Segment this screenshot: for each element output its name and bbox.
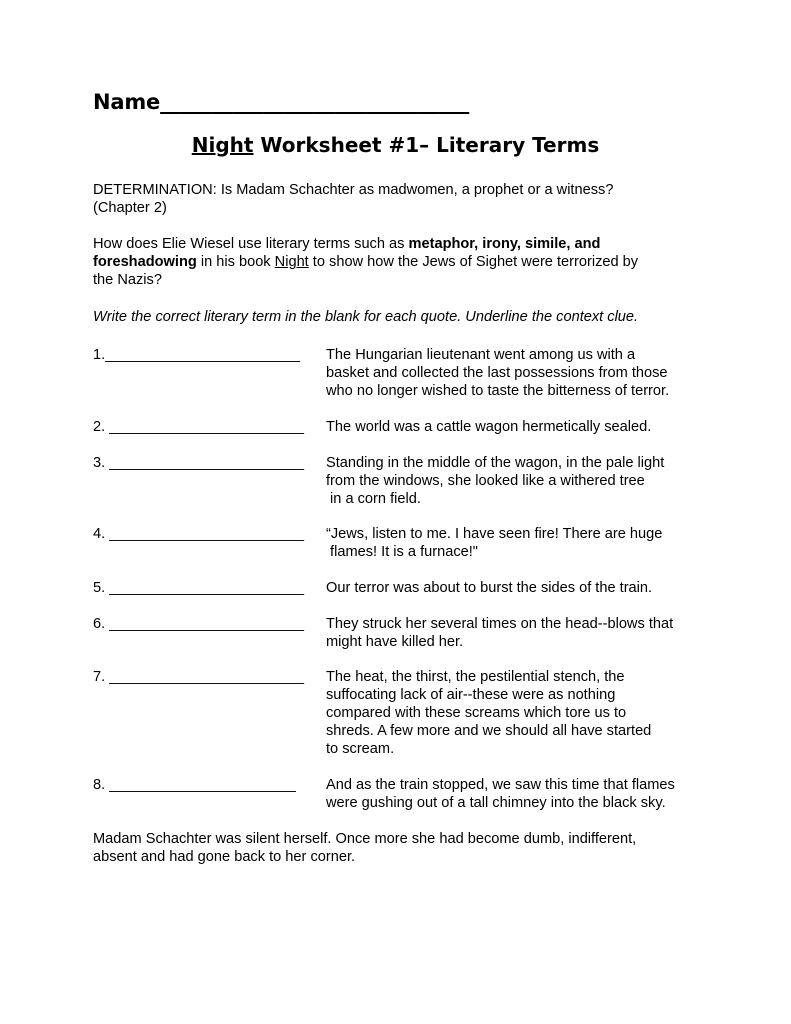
quote-line: And as the train stopped, we saw this time that flames: [326, 777, 675, 793]
quote-line: in a corn field.: [326, 491, 421, 507]
answer-blank[interactable]: 8. _______________________: [93, 777, 296, 793]
closing-paragraph: [93, 830, 713, 866]
quote-text: [326, 615, 706, 651]
title-rest: Worksheet #1– Literary Terms: [253, 133, 600, 157]
quote-line: suffocating lack of air--these were as nothing: [326, 687, 616, 703]
quote-line: flames! It is a furnace!": [326, 544, 478, 560]
quote-line: The heat, the thirst, the pestilential stench, the: [326, 669, 625, 685]
quote-text: [326, 346, 706, 400]
question-line-2: [93, 253, 713, 271]
answer-blank[interactable]: 6. ________________________: [93, 616, 305, 632]
question-terms: metaphor, irony, simile, and: [408, 236, 601, 252]
quote-line: The world was a cattle wagon hermetically sealed.: [326, 419, 652, 435]
name-blank[interactable]: ______________________________: [160, 90, 470, 114]
quote-text: [326, 454, 706, 508]
question-term-foreshadowing: foreshadowing: [93, 254, 197, 270]
quote-text: [326, 776, 706, 812]
answer-blank[interactable]: 1.________________________: [93, 347, 300, 363]
name-label: Name: [93, 90, 161, 114]
page-title: [0, 131, 791, 159]
determination-paragraph: [93, 181, 713, 217]
quote-text: [326, 418, 706, 436]
answer-blank[interactable]: 2. ________________________: [93, 419, 305, 435]
quote-line: They struck her several times on the head--blows that: [326, 616, 674, 632]
name-field[interactable]: [93, 88, 469, 116]
quote-text: [326, 668, 706, 758]
quote-line: were gushing out of a tall chimney into the black sky.: [326, 795, 666, 811]
quote-line: who no longer wished to taste the bitterness of terror.: [326, 383, 670, 399]
title-book: Night: [191, 133, 254, 157]
answer-blank[interactable]: 5. ________________________: [93, 580, 305, 596]
quote-line: from the windows, she looked like a withered tree: [326, 473, 645, 489]
quote-line: Standing in the middle of the wagon, in the pale light: [326, 455, 665, 471]
determination-line-2: (Chapter 2): [93, 200, 167, 216]
question-text: How does Elie Wiesel use literary terms such as: [93, 236, 409, 252]
question-text: in his book: [196, 254, 275, 270]
answer-blank[interactable]: 4. ________________________: [93, 526, 305, 542]
quote-line: Our terror was about to burst the sides of the train.: [326, 580, 653, 596]
quote-line: might have killed her.: [326, 634, 464, 650]
question-line-1: [93, 235, 713, 253]
quote-line: The Hungarian lieutenant went among us with a: [326, 347, 636, 363]
quote-line: basket and collected the last possessions from those: [326, 365, 668, 381]
quote-text: [326, 579, 706, 597]
determination-line-1: DETERMINATION: Is Madam Schachter as madwomen, a prophet or a witness?: [93, 182, 614, 198]
quote-line: “Jews, listen to me. I have seen fire! There are huge: [326, 526, 663, 542]
quote-line: to scream.: [326, 741, 395, 757]
question-line-3: the Nazis?: [93, 272, 162, 288]
question-text: to show how the Jews of Sighet were terrorized by: [308, 254, 639, 270]
closing-line-1: Madam Schachter was silent herself. Once more she had become dumb, indifferent,: [93, 831, 637, 847]
quote-text: [326, 525, 706, 561]
answer-blank[interactable]: 7. ________________________: [93, 669, 305, 685]
instruction: Write the correct literary term in the blank for each quote. Underline the context clue.: [93, 309, 639, 325]
quote-line: shreds. A few more and we should all have started: [326, 723, 652, 739]
closing-line-2: absent and had gone back to her corner.: [93, 849, 356, 865]
answer-blank[interactable]: 3. ________________________: [93, 455, 305, 471]
quote-line: compared with these screams which tore us to: [326, 705, 627, 721]
question-paragraph: [93, 235, 713, 289]
question-book-title: Night: [274, 254, 309, 270]
